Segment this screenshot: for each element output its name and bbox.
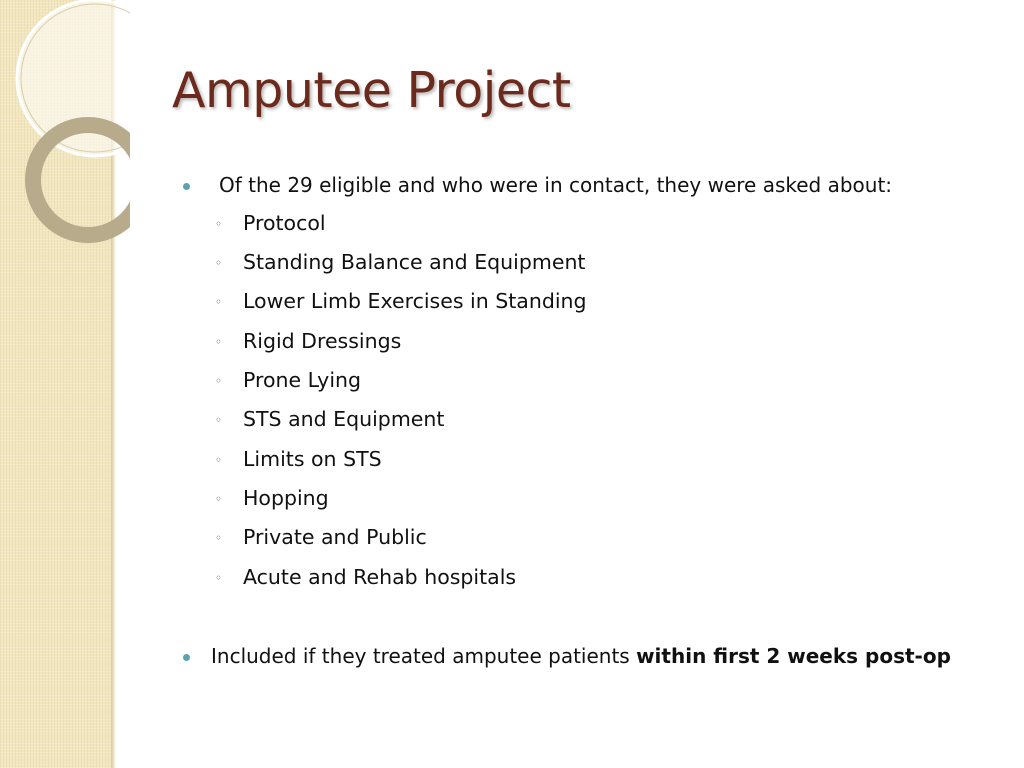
sub-bullet-marker-icon: ◦ — [215, 335, 223, 349]
sub-bullet-marker-icon: ◦ — [215, 531, 223, 545]
sub-bullet-marker-icon: ◦ — [215, 256, 223, 270]
sub-bullet-marker-icon: ◦ — [215, 217, 223, 231]
sub-bullet-marker-icon: ◦ — [215, 492, 223, 506]
sub-bullet-item: Rigid Dressings — [243, 329, 402, 353]
sub-bullet-item: Acute and Rehab hospitals — [243, 565, 517, 589]
sub-bullet-item: Private and Public — [243, 525, 427, 549]
bullet-text: Of the 29 eligible and who were in contact, they were asked about: — [219, 173, 893, 197]
slide-title: Amputee Project — [172, 62, 571, 119]
bullet-emphasis-text: within first 2 weeks post-op — [636, 644, 951, 668]
sub-bullet-marker-icon: ◦ — [215, 374, 223, 388]
sub-bullet-marker-icon: ◦ — [215, 413, 223, 427]
sub-bullet-item: Limits on STS — [243, 447, 382, 471]
sub-bullet-item: Standing Balance and Equipment — [243, 250, 586, 274]
sub-bullet-item: Hopping — [243, 486, 329, 510]
sub-bullet-item: Prone Lying — [243, 368, 362, 392]
sub-bullet-marker-icon: ◦ — [215, 453, 223, 467]
sub-bullet-item: Lower Limb Exercises in Standing — [243, 289, 587, 313]
sub-bullet-item: STS and Equipment — [243, 407, 445, 431]
sub-bullet-marker-icon: ◦ — [215, 571, 223, 585]
bullet-marker-icon — [183, 654, 190, 661]
bullet-text-with-emphasis — [211, 644, 951, 668]
bullet-marker-icon — [183, 183, 190, 190]
sub-bullet-item: Protocol — [243, 211, 326, 235]
sub-bullet-marker-icon: ◦ — [215, 295, 223, 309]
bullet-text: Included if they treated amputee patients — [211, 644, 637, 668]
